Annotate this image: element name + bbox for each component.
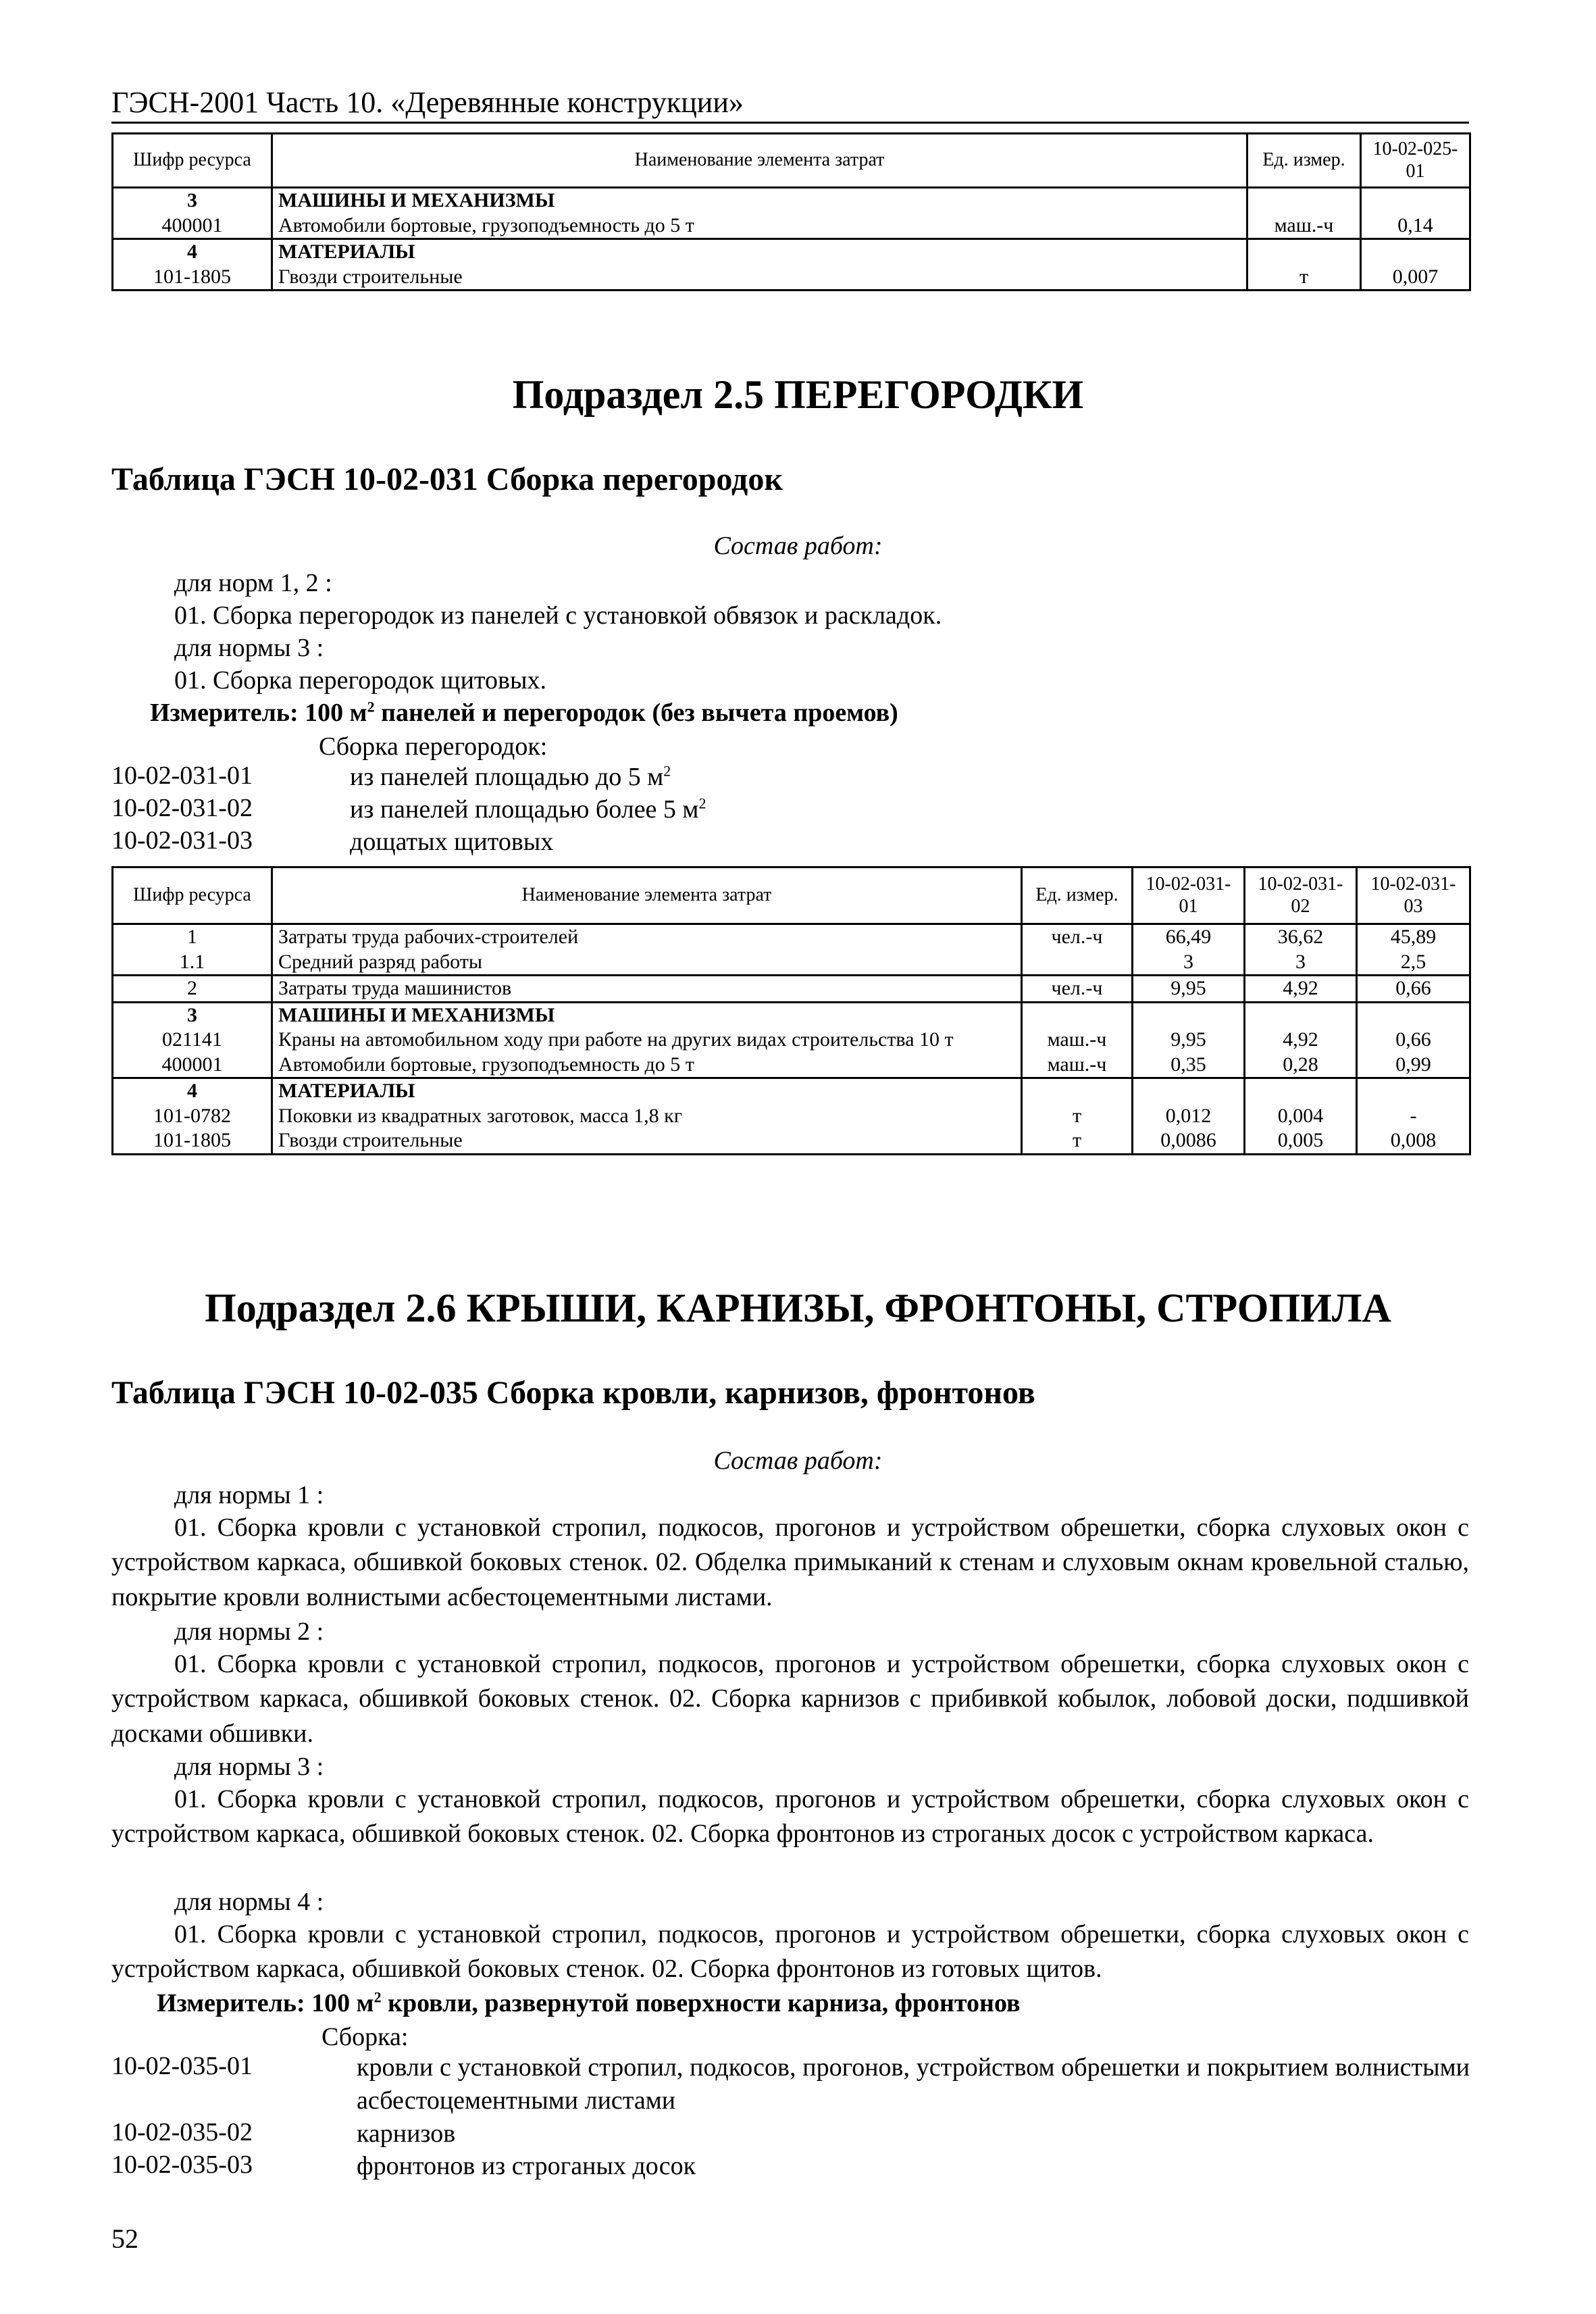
norm-group-label: для нормы 3 : xyxy=(174,1753,324,1781)
table-title-10-02-035: Таблица ГЭСН 10-02-035 Сборка кровли, карнизов, фронтонов xyxy=(111,1375,1035,1411)
col-header-code: Шифр ресурса xyxy=(113,134,272,188)
col-header-norm: 10-02-025-01 xyxy=(1361,134,1470,188)
table-row: 101-0782 Поковки из квадратных заготовок, масса 1,8 кг т 0,012 0,004 - xyxy=(113,1104,1470,1129)
col-header-norm-3: 10-02-031-03 xyxy=(1357,867,1470,924)
table-row: 2 Затраты труда машинистов чел.-ч 9,95 4,92 0,66 xyxy=(113,976,1470,1003)
table-row: 101-1805 Гвозди строительные т 0,0086 0,005 0,008 xyxy=(113,1128,1470,1154)
norm-code: 10-02-031-02 xyxy=(111,794,253,822)
col-header-norm-1: 10-02-031-01 xyxy=(1133,867,1245,924)
table-row: 4 МАТЕРИАЛЫ xyxy=(113,239,1470,265)
work-item: 01. Сборка кровли с установкой стропил, подкосов, прогонов и устройством обрешетки, сборка слуховых окон с устройством каркаса, обшивкой боковых стенок. 02. Сборка фронтонов из строганых досок с устройством каркаса. xyxy=(111,1785,1469,1848)
norm-code: 10-02-031-01 xyxy=(111,761,253,790)
col-header-name: Наименование элемента затрат xyxy=(272,134,1247,188)
resource-table-10-02-031 xyxy=(111,866,1471,1155)
norm-code: 10-02-035-02 xyxy=(111,2118,253,2146)
table-header-row xyxy=(113,867,1470,924)
norm-group-label: для нормы 1 : xyxy=(174,1481,324,1509)
table-row: 021141 Краны на автомобильном ходу при работе на других видах строительства 10 т маш.-ч 9,95 4,92 0,66 xyxy=(113,1028,1470,1053)
norm-code: 10-02-035-01 xyxy=(111,2052,253,2080)
table-row: 4 МАТЕРИАЛЫ xyxy=(113,1078,1470,1104)
table-row: 1.1 Средний разряд работы 3 3 2,5 xyxy=(113,950,1470,976)
norm-group-label: для нормы 4 : xyxy=(174,1888,324,1916)
col-header-unit: Ед. измер. xyxy=(1247,134,1361,188)
works-label: Состав работ: xyxy=(713,532,883,560)
col-header-norm-2: 10-02-031-02 xyxy=(1245,867,1357,924)
col-header-code: Шифр ресурса xyxy=(113,867,272,924)
norm-description: кровли с установкой стропил, подкосов, прогонов, устройством обрешетки и покрытием волнистыми асбестоцементными листами xyxy=(357,2053,1470,2115)
col-header-name: Наименование элемента затрат xyxy=(272,867,1022,924)
section-title-2-6: Подраздел 2.6 КРЫШИ, КАРНИЗЫ, ФРОНТОНЫ, СТРОПИЛА xyxy=(205,1286,1391,1330)
norm-description: из панелей площадью до 5 $м^2$ xyxy=(350,762,671,791)
table-title-10-02-031: Таблица ГЭСН 10-02-031 Сборка перегородок xyxy=(111,461,783,497)
measure-line: Измеритель: 100 $м^2$ кровли, развернутой поверхности карниза, фронтонов xyxy=(157,1988,1021,2017)
norm-group-label: для норм 1, 2 : xyxy=(174,569,332,597)
table-row: 1 Затраты труда рабочих-строителей чел.-ч 66,49 36,62 45,89 xyxy=(113,924,1470,950)
resource-table-10-02-025 xyxy=(111,132,1471,291)
norm-code: 10-02-035-03 xyxy=(111,2150,253,2179)
norm-description: дощатых щитовых xyxy=(350,828,554,856)
norm-code: 10-02-031-03 xyxy=(111,826,253,855)
norm-group-label: для нормы 3 : xyxy=(174,634,324,662)
work-item: 01. Сборка кровли с установкой стропил, подкосов, прогонов и устройством обрешетки, сборка слуховых окон с устройством каркаса, обшивкой боковых стенок. 02. Сборка карнизов с прибивкой кобылок, лобовой доски, подшивкой досками обшивки. xyxy=(111,1650,1469,1748)
measure-line: Измеритель: 100 $м^2$ панелей и перегородок (без вычета проемов) xyxy=(150,698,898,727)
table-row: 3 МАШИНЫ И МЕХАНИЗМЫ xyxy=(113,1002,1470,1028)
table-row: 400001 Автомобили бортовые, грузоподъемность до 5 т маш.-ч 0,35 0,28 0,99 xyxy=(113,1053,1470,1078)
section-title-2-5: Подраздел 2.5 ПЕРЕГОРОДКИ xyxy=(512,372,1084,417)
table-row: 400001 Автомобили бортовые, грузоподъемность до 5 т маш.-ч 0,14 xyxy=(113,213,1470,239)
work-item: 01. Сборка кровли с установкой стропил, подкосов, прогонов и устройством обрешетки, сборка слуховых окон с устройством каркаса, обшивкой боковых стенок. 02. Сборка фронтонов из готовых щитов. xyxy=(111,1920,1469,1984)
table-header-row xyxy=(113,134,1470,188)
norm-description: карнизов xyxy=(357,2119,456,2148)
work-item: 01. Сборка перегородок из панелей с установкой обвязок и раскладок. xyxy=(174,601,942,630)
header-rule xyxy=(111,122,1469,124)
assembly-label: Сборка перегородок: xyxy=(319,732,548,761)
works-label: Состав работ: xyxy=(713,1447,883,1475)
table-row: 101-1805 Гвозди строительные т 0,007 xyxy=(113,265,1470,291)
col-header-unit: Ед. измер. xyxy=(1022,867,1133,924)
work-item: 01. Сборка кровли с установкой стропил, подкосов, прогонов и устройством обрешетки, сборка слуховых окон с устройством каркаса, обшивкой боковых стенок. 02. Обделка примыканий к стенам и слуховым окнам кровельной сталью, покрытие кровли волнистыми асбестоцементными листами. xyxy=(111,1513,1469,1611)
norm-description: из панелей площадью более 5 $м^2$ xyxy=(350,795,706,824)
table-row: 3 МАШИНЫ И МЕХАНИЗМЫ xyxy=(113,188,1470,213)
work-item: 01. Сборка перегородок щитовых. xyxy=(174,666,546,695)
norm-group-label: для нормы 2 : xyxy=(174,1617,324,1646)
page-number: 52 xyxy=(111,2223,138,2254)
norm-description: фронтонов из строганых досок xyxy=(357,2152,696,2180)
running-header: ГЭСН-2001 Часть 10. «Деревянные конструкции» xyxy=(111,86,744,119)
assembly-label: Сборка: xyxy=(321,2023,409,2051)
